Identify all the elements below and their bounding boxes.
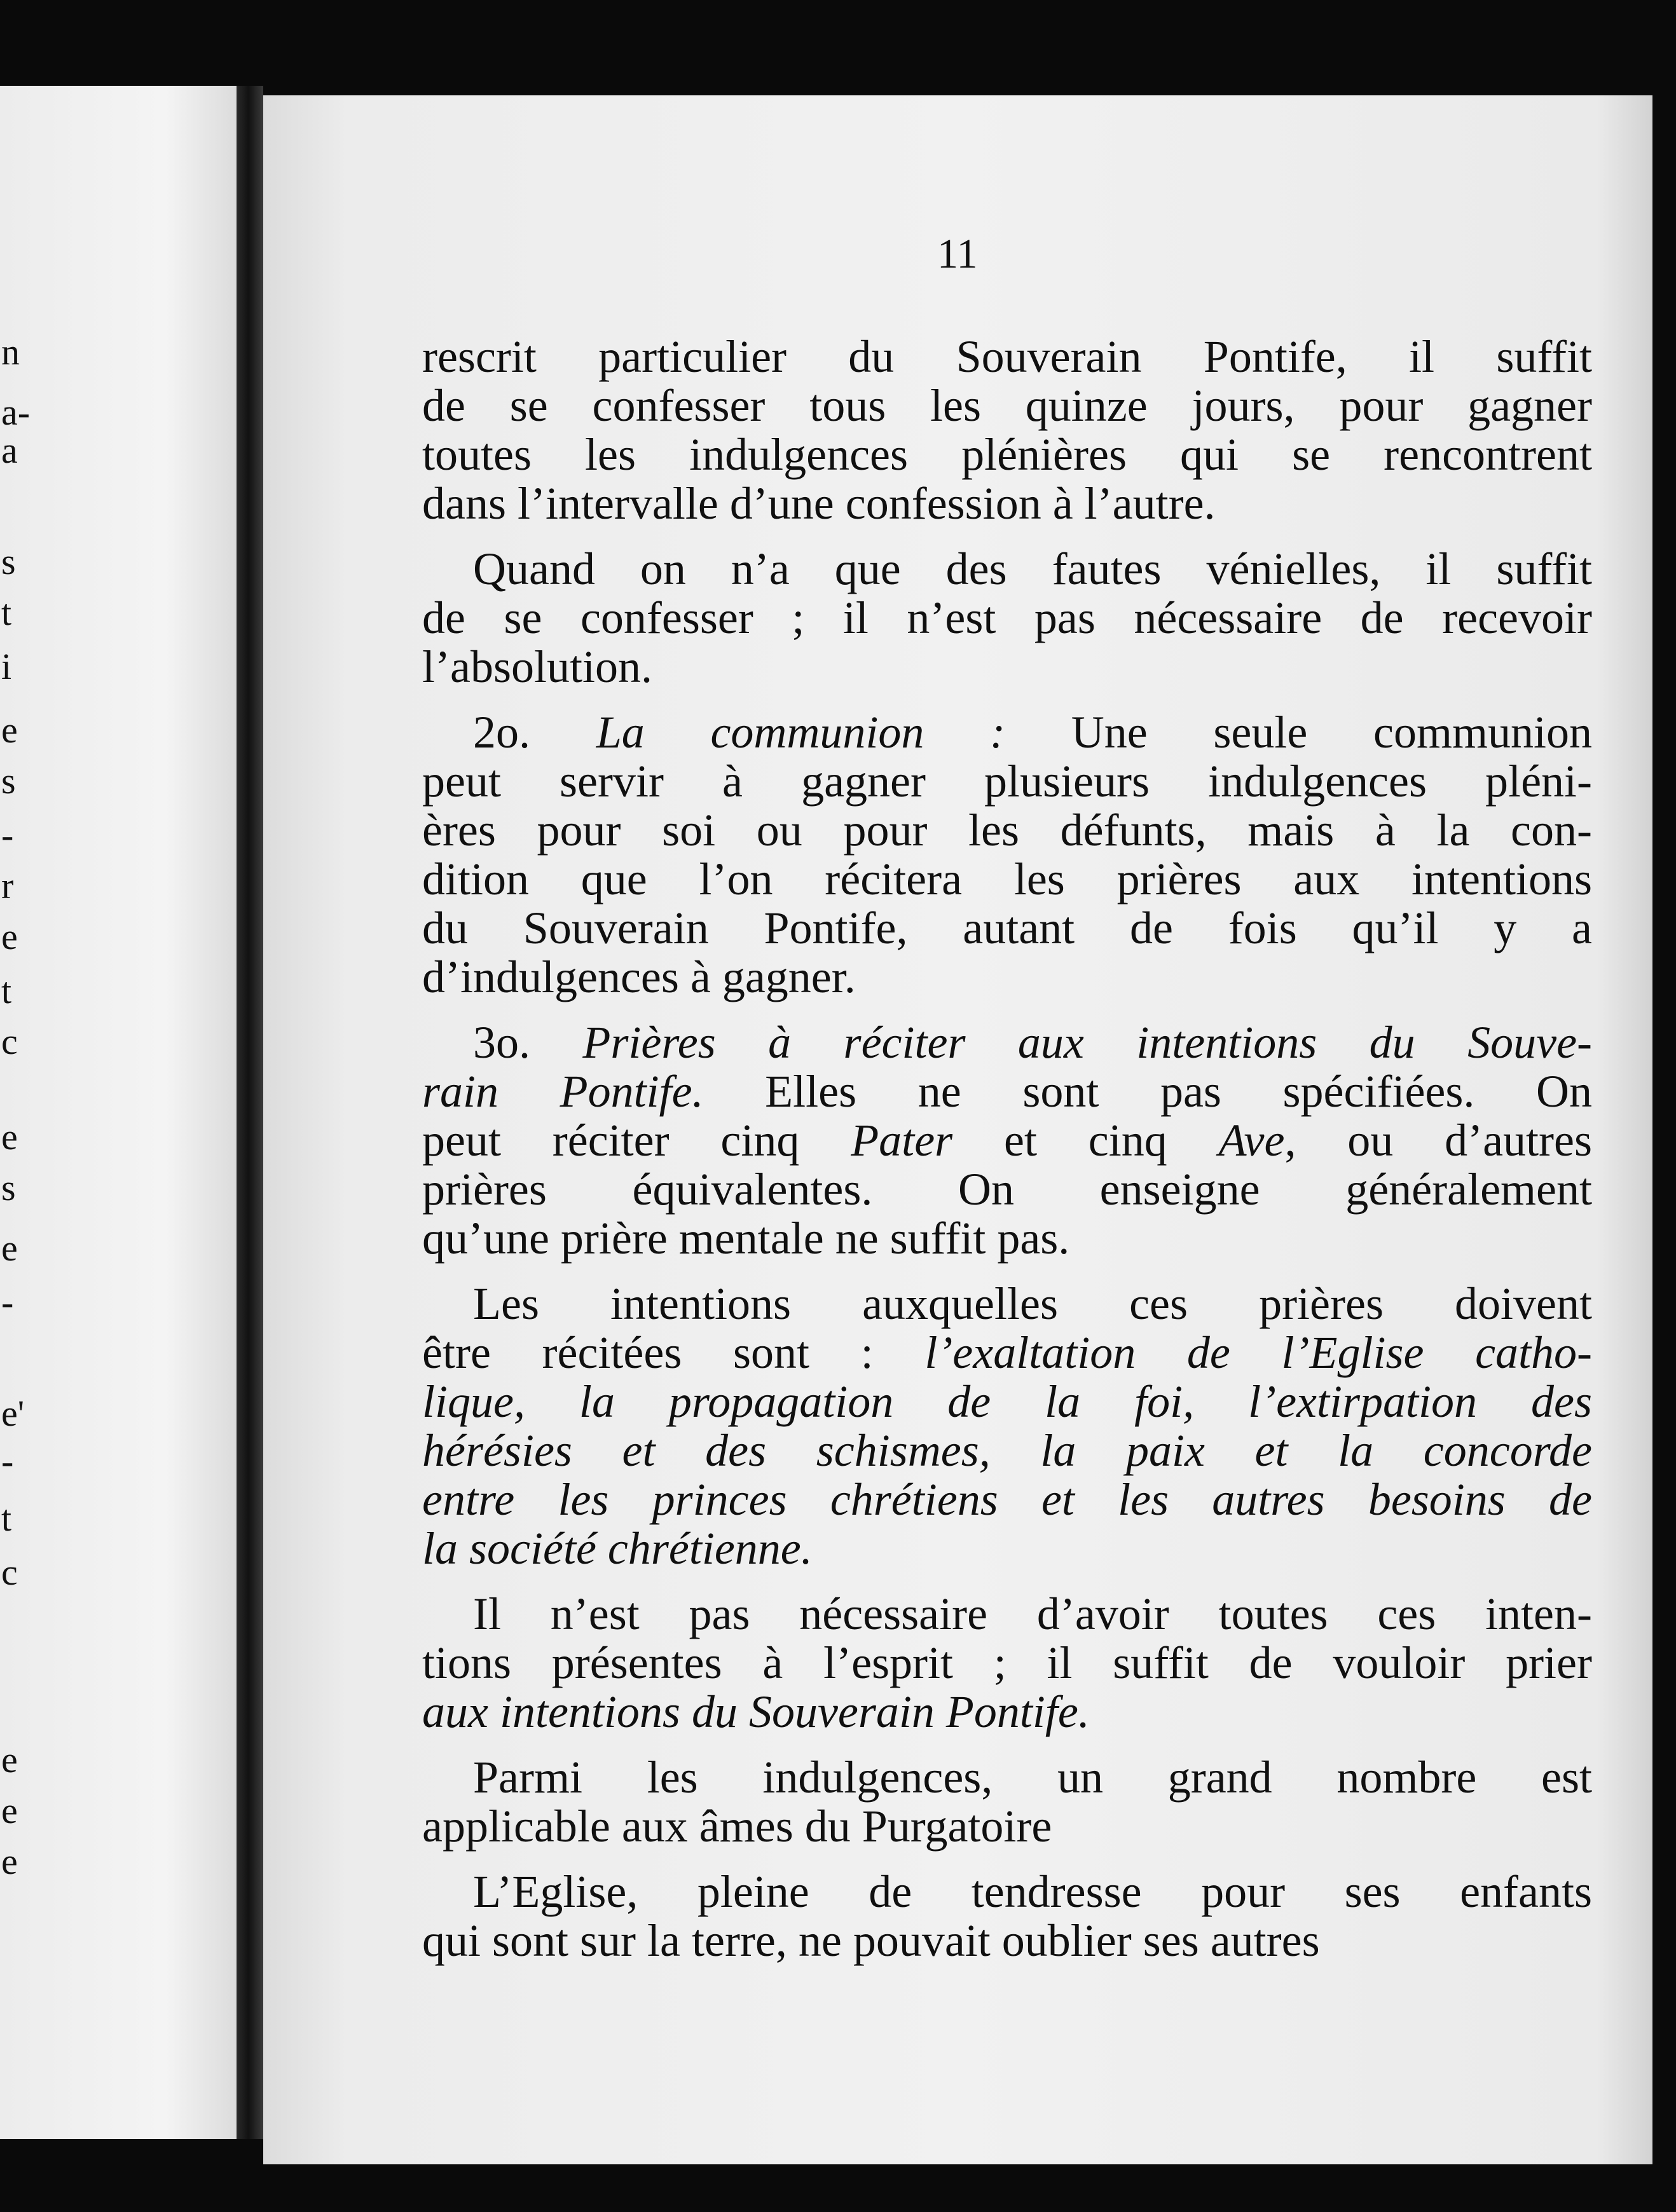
text-line [422, 1377, 1592, 1426]
text-line [422, 1802, 1592, 1851]
text-segment: être récitées sont : [422, 1327, 925, 1378]
text-segment: Elles ne sont pas spécifiées. On [703, 1066, 1592, 1117]
left-edge-letter: - [1, 1281, 14, 1323]
text-segment: rescrit particulier du Souverain Pontife, il suffit [422, 331, 1592, 382]
left-page [0, 86, 237, 2139]
text-segment: , ou d’autres [1284, 1115, 1592, 1166]
page-number: 11 [937, 231, 978, 277]
paragraph-purgatoire [422, 1753, 1592, 1851]
left-edge-letter: r [1, 865, 14, 906]
text-line [422, 904, 1592, 953]
text-line [422, 1524, 1592, 1573]
text-line [422, 1426, 1592, 1475]
text-segment: L’Eglise, pleine de tendresse pour ses enfants [473, 1866, 1592, 1917]
book-spine [237, 86, 263, 2139]
left-edge-letter: e' [1, 1393, 25, 1434]
text-segment: peut servir à gagner plusieurs indulgences pléni- [422, 756, 1592, 807]
paragraph-intentions [422, 1280, 1592, 1573]
text-line [422, 1328, 1592, 1377]
text-segment: ères pour soi ou pour les défunts, mais à la con- [422, 805, 1592, 856]
left-edge-letter: t [1, 970, 12, 1011]
left-edge-letter: e [1, 1116, 18, 1157]
left-edge-letter: e [1, 1739, 18, 1780]
left-edge-letter: s [1, 541, 16, 582]
left-edge-letter: a- [1, 392, 31, 433]
text-segment: 2o. [473, 707, 596, 758]
text-segment: qui sont sur la terre, ne pouvait oublier ses autres [422, 1915, 1320, 1966]
italic-text: lique, la propagation de la foi, l’extirpation des [422, 1376, 1592, 1427]
paragraph-confession-cont [422, 332, 1592, 528]
text-line [422, 1639, 1592, 1688]
text-segment: Une seule communion [1005, 707, 1592, 758]
text-line [422, 332, 1592, 381]
left-edge-letter: c [1, 1021, 18, 1062]
text-segment: Les intentions auxquelles ces prières doivent [473, 1278, 1592, 1329]
left-edge-letter: i [1, 646, 12, 687]
left-edge-letter: s [1, 1167, 16, 1208]
left-edge-letter: e [1, 916, 18, 957]
text-line [422, 1867, 1592, 1916]
text-segment: toutes les indulgences plénières qui se rencontrent [422, 429, 1592, 480]
text-segment: de se confesser tous les quinze jours, pour gagner [422, 380, 1592, 431]
paragraph-prieres [422, 1018, 1592, 1263]
body-text [422, 332, 1592, 1965]
text-line [422, 545, 1592, 594]
left-edge-letter: e [1, 1790, 18, 1831]
paragraph-pas-necessaire [422, 1590, 1592, 1737]
text-segment: dition que l’on récitera les prières aux intentions [422, 854, 1592, 905]
italic-text: aux intentions du Souverain Pontife. [422, 1686, 1090, 1737]
left-edge-letter: e [1, 1841, 18, 1882]
text-line [422, 1475, 1592, 1524]
text-line [422, 594, 1592, 643]
left-edge-letter: c [1, 1552, 18, 1593]
text-line [422, 1018, 1592, 1067]
text-line [422, 806, 1592, 855]
text-line [422, 1280, 1592, 1328]
text-segment: 3o. [473, 1017, 583, 1068]
italic-text: rain Pontife. [422, 1066, 704, 1117]
italic-text: la société chrétienne. [422, 1523, 813, 1574]
text-segment: tions présentes à l’esprit ; il suffit de vouloir prier [422, 1637, 1592, 1688]
text-segment: qu’une prière mentale ne suffit pas. [422, 1213, 1070, 1264]
text-line [422, 953, 1592, 1002]
text-line [422, 430, 1592, 479]
left-edge-letter: - [1, 1440, 14, 1482]
left-edge-letter: n [1, 331, 20, 372]
paragraph-fautes-venielles [422, 545, 1592, 692]
left-edge-letter: t [1, 592, 12, 633]
italic-text: l’exaltation de l’Eglise catho- [924, 1327, 1592, 1378]
text-line [422, 1590, 1592, 1639]
text-line [422, 708, 1592, 757]
left-edge-letter: e [1, 1227, 18, 1269]
text-line [422, 757, 1592, 806]
text-line [422, 1753, 1592, 1802]
text-segment: du Souverain Pontife, autant de fois qu’il y a [422, 903, 1592, 953]
text-segment: peut réciter cinq [422, 1115, 851, 1166]
text-line [422, 855, 1592, 904]
text-line [422, 479, 1592, 528]
text-segment: d’indulgences à gagner. [422, 952, 856, 1002]
text-line [422, 1214, 1592, 1263]
text-segment: prières équivalentes. On enseigne généralement [422, 1164, 1592, 1215]
italic-text: Pater [851, 1115, 953, 1166]
left-edge-letter: - [1, 814, 14, 856]
text-segment: de se confesser ; il n’est pas nécessaire de recevoir [422, 592, 1592, 643]
text-line [422, 1688, 1592, 1737]
text-segment: Il n’est pas nécessaire d’avoir toutes ces inten- [473, 1588, 1592, 1639]
text-line [422, 1165, 1592, 1214]
right-page [263, 95, 1652, 2164]
italic-text: La communion : [596, 707, 1006, 758]
text-segment: l’absolution. [422, 641, 652, 692]
paragraph-eglise [422, 1867, 1592, 1965]
italic-text: Prières à réciter aux intentions du Souve- [582, 1017, 1592, 1068]
italic-text: Ave [1218, 1115, 1285, 1166]
text-segment: applicable aux âmes du Purgatoire [422, 1801, 1052, 1852]
italic-text: entre les princes chrétiens et les autres besoins de [422, 1474, 1592, 1525]
text-line [422, 381, 1592, 430]
text-line [422, 1916, 1592, 1965]
text-line [422, 1116, 1592, 1165]
left-edge-letter: s [1, 760, 16, 802]
text-line [422, 643, 1592, 692]
paragraph-communion [422, 708, 1592, 1002]
left-page-edge-text [0, 86, 31, 2139]
text-segment: Quand on n’a que des fautes vénielles, il suffit [473, 543, 1592, 594]
text-segment: Parmi les indulgences, un grand nombre est [473, 1752, 1592, 1803]
text-line [422, 1067, 1592, 1116]
text-segment: et cinq [952, 1115, 1219, 1166]
left-edge-letter: e [1, 709, 18, 751]
left-edge-letter: a [1, 430, 18, 471]
text-segment: dans l’intervalle d’une confession à l’autre. [422, 478, 1216, 529]
left-edge-letter: t [1, 1498, 12, 1539]
italic-text: hérésies et des schismes, la paix et la concorde [422, 1425, 1592, 1476]
